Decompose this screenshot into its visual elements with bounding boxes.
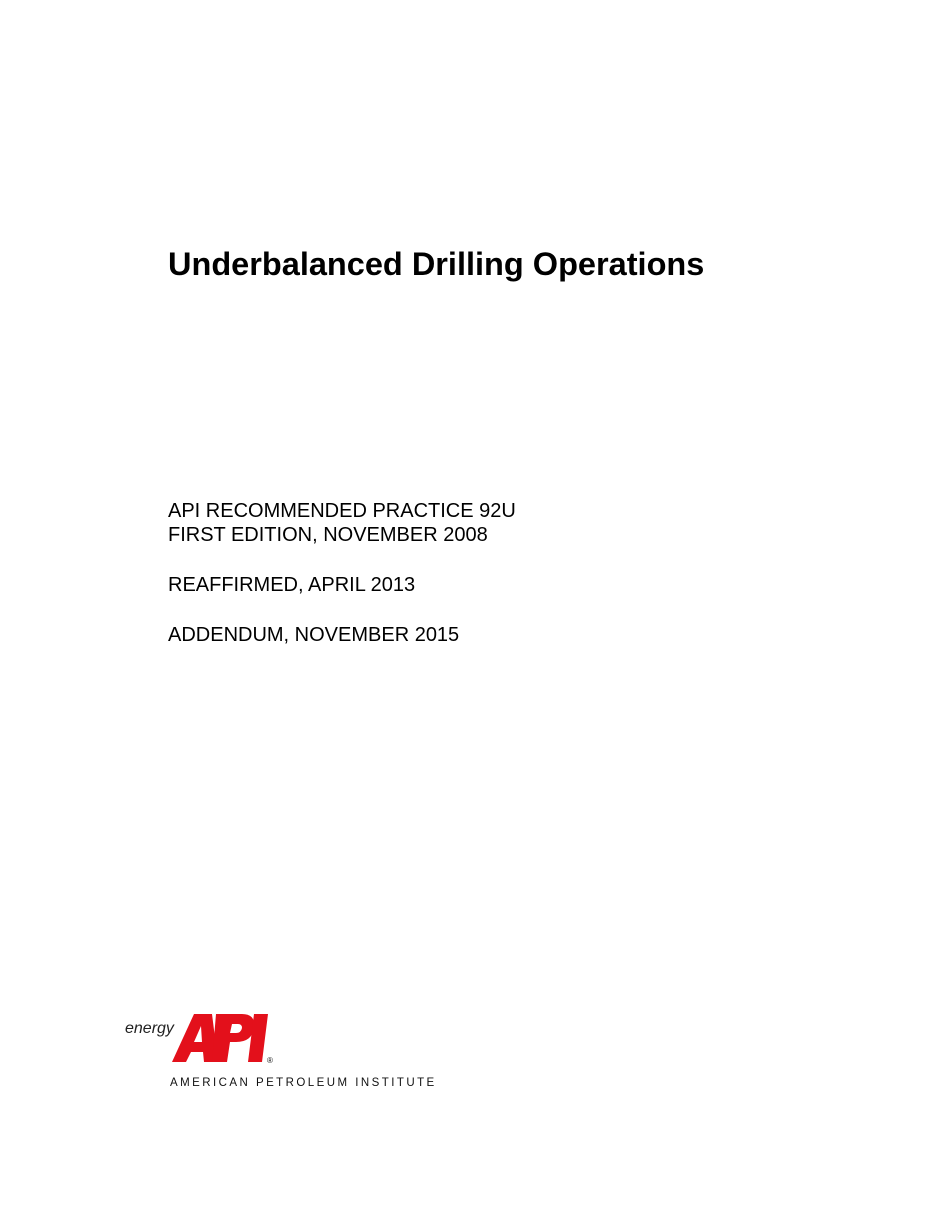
- logo-energy-tagline: energy: [125, 1020, 174, 1037]
- edition-line: FIRST EDITION, NOVEMBER 2008: [168, 524, 488, 546]
- api-logo: [122, 1010, 442, 1100]
- document-title: Underbalanced Drilling Operations: [168, 246, 705, 282]
- addendum-line: ADDENDUM, NOVEMBER 2015: [168, 624, 460, 646]
- logo-organization-name: AMERICAN PETROLEUM INSTITUTE: [170, 1077, 437, 1089]
- reaffirmed-line: REAFFIRMED, APRIL 2013: [168, 574, 416, 596]
- standard-designation: API RECOMMENDED PRACTICE 92U: [168, 500, 516, 522]
- api-logo-mark: [170, 1010, 274, 1066]
- registered-mark: ®: [267, 1056, 273, 1065]
